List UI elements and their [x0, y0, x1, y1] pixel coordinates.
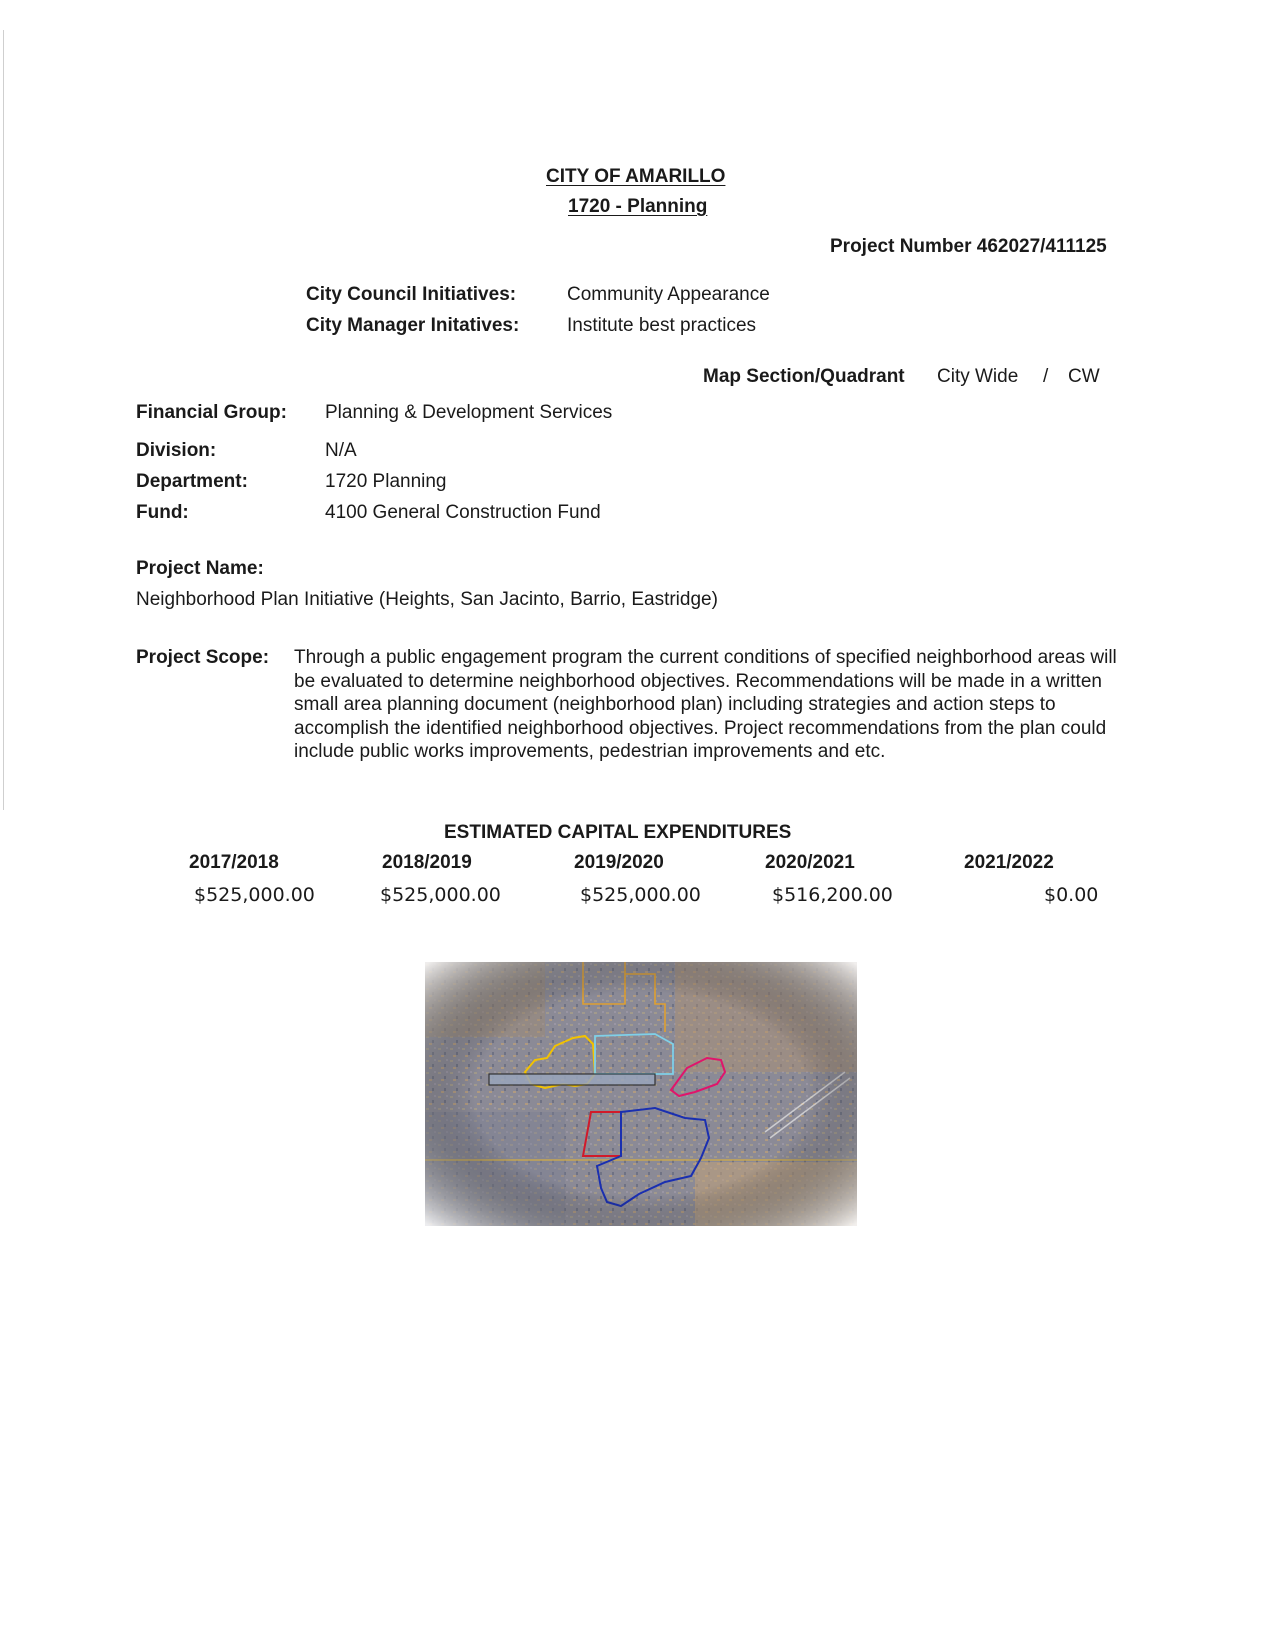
year-header: 2020/2021 — [765, 852, 855, 873]
project-name-label: Project Name: — [136, 558, 264, 579]
expenditure-amount: $525,000.00 — [380, 884, 501, 906]
manager-initiatives-label: City Manager Initatives: — [306, 315, 520, 336]
financial-group-value: Planning & Development Services — [325, 402, 613, 423]
project-name-value: Neighborhood Plan Initiative (Heights, San Jacinto, Barrio, Eastridge) — [136, 589, 718, 610]
expenditures-title: ESTIMATED CAPITAL EXPENDITURES — [444, 822, 792, 843]
financial-group-label: Financial Group: — [136, 402, 287, 423]
department-value: 1720 Planning — [325, 471, 447, 492]
division-value: N/A — [325, 440, 357, 461]
expenditure-amount: $525,000.00 — [580, 884, 701, 906]
scan-margin-line — [3, 30, 4, 810]
fund-label: Fund: — [136, 502, 189, 523]
project-scope-text: Through a public engagement program the current conditions of specified neighborhood areas will be evaluated to determine neighborhood objectives. Recommendations will be made in a written small area planning document (neighborhood plan) including strategies and action steps to accomplish the identified neighborhood objectives. Project recommendations from the plan could include public works improvements, pedestrian improvements and etc. — [294, 647, 1117, 762]
manager-initiatives-value: Institute best practices — [567, 315, 757, 336]
expenditure-amount: $0.00 — [1044, 884, 1099, 906]
expenditure-amount: $525,000.00 — [194, 884, 315, 906]
project-number: Project Number 462027/411125 — [830, 236, 1107, 257]
year-header: 2018/2019 — [382, 852, 472, 873]
fund-value: 4100 General Construction Fund — [325, 502, 601, 523]
map-section-code: CW — [1068, 366, 1100, 387]
division-label: Division: — [136, 440, 217, 461]
council-initiatives-value: Community Appearance — [567, 284, 770, 305]
map-section-label: Map Section/Quadrant — [703, 366, 905, 387]
department-title: 1720 - Planning — [568, 196, 708, 217]
department-label: Department: — [136, 471, 248, 492]
expenditure-amount: $516,200.00 — [772, 884, 893, 906]
org-title: CITY OF AMARILLO — [546, 166, 726, 187]
neighborhood-aerial-map — [425, 962, 857, 1226]
map-section-value: City Wide — [937, 366, 1019, 387]
year-header: 2021/2022 — [964, 852, 1054, 873]
year-header: 2017/2018 — [189, 852, 279, 873]
council-initiatives-label: City Council Initiatives: — [306, 284, 517, 305]
project-scope-label: Project Scope: — [136, 647, 270, 668]
map-section-separator: / — [1043, 366, 1049, 387]
year-header: 2019/2020 — [574, 852, 664, 873]
